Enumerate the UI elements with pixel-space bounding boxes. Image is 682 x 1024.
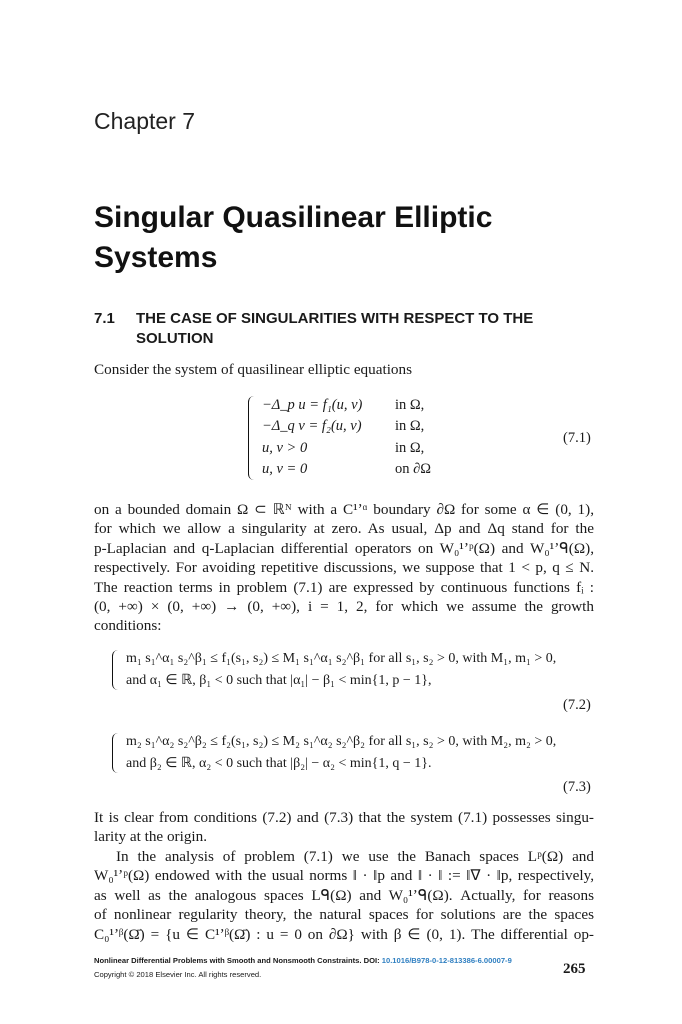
system-row-domain: in Ω,: [395, 440, 425, 456]
text-line: Consider the system of quasilinear elliptic equations: [94, 361, 413, 378]
text-line: (0, +∞) × (0, +∞) → (0, +∞), i = 1, 2, for which we assume the growth: [94, 598, 594, 616]
system-row-domain: in Ω,: [395, 397, 425, 413]
footer-citation: [94, 956, 512, 965]
chapter-title: Singular Quasilinear Elliptic Systems: [94, 201, 493, 274]
equation-number: (7.1): [563, 430, 591, 446]
condition-row: m₂ s₁^α₂ s₂^β₂ ≤ f₂(s₁, s₂) ≤ M₂ s₁^α₂ s₂^β₂ for all s₁, s₂ > 0, with M₂, m₂ > 0,: [126, 734, 557, 749]
section-number: 7.1: [94, 310, 115, 327]
text-line: respectively. For avoiding repetitive discussions, we suppose that 1 < p, q ≤ N.: [94, 559, 594, 577]
text-line: of nonlinear regularity theory, the natural spaces for solutions are the spaces: [94, 906, 594, 924]
text-line: as well as the analogous spaces Lᑫ(Ω) and W₀¹ʼᑫ(Ω). Actually, for reasons: [94, 886, 594, 904]
intro-paragraph: [94, 360, 594, 379]
system-row-eq: u, v = 0: [262, 461, 308, 477]
condition-row: and β₂ ∈ ℝ, α₂ < 0 such that |β₂| − α₂ < min{1, q − 1}.: [126, 756, 432, 771]
left-brace: [112, 650, 119, 690]
section-heading: [94, 309, 594, 349]
paragraph-singularity: [94, 808, 594, 847]
system-row-eq: u, v > 0: [262, 440, 308, 456]
page-number: 265: [563, 961, 586, 977]
left-brace: [112, 733, 119, 773]
condition-row: m₁ s₁^α₁ s₂^β₁ ≤ f₁(s₁, s₂) ≤ M₁ s₁^α₁ s₂^β₁ for all s₁, s₂ > 0, with M₁, m₁ > 0,: [126, 651, 557, 666]
text-line: W₀¹ʼᵖ(Ω) endowed with the usual norms ‖ · ‖p and ‖ · ‖ := ‖∇ · ‖p, respectively,: [94, 867, 594, 885]
text-line: larity at the origin.: [94, 828, 208, 846]
text-line: The reaction terms in problem (7.1) are expressed by continuous functions fᵢ :: [94, 578, 594, 596]
paragraph-spaces: [94, 847, 594, 944]
chapter-label: Chapter 7: [94, 108, 196, 134]
text-line: It is clear from conditions (7.2) and (7.3) that the system (7.1) possesses singu-: [94, 809, 594, 826]
text-line: on a bounded domain Ω ⊂ ℝᴺ with a C¹ʼᵅ boundary ∂Ω for some α ∈ (0, 1),: [94, 501, 594, 518]
doi-link[interactable]: 10.1016/B978-0-12-813386-6.00007-9: [381, 956, 512, 965]
paragraph-domain: [94, 500, 594, 636]
system-row-eq: −Δ_p u = f₁(u, v): [262, 397, 363, 413]
footer-copyright: Copyright © 2018 Elsevier Inc. All rights reserved.: [94, 970, 262, 979]
system-row-eq: −Δ_q v = f₂(u, v): [262, 418, 362, 434]
system-row-domain: in Ω,: [395, 418, 425, 434]
left-brace: [248, 396, 255, 480]
equation-number: (7.3): [563, 779, 591, 795]
system-row-domain: on ∂Ω: [395, 461, 432, 477]
text-line: for which we allow a singularity at zero. As usual, Δp and Δq stand for the: [94, 520, 594, 538]
text-line: conditions:: [94, 617, 162, 635]
text-line: p-Laplacian and q-Laplacian differential operators on W₀¹ʼᵖ(Ω) and W₀¹ʼᑫ(Ω),: [94, 539, 594, 557]
condition-row: and α₁ ∈ ℝ, β₁ < 0 such that |α₁| − β₁ < min{1, p − 1},: [126, 673, 432, 688]
text-line: C₀¹ʼᵝ(Ω̄) = {u ∈ C¹ʼᵝ(Ω̄) : u = 0 on ∂Ω} with β ∈ (0, 1). The differential op-: [94, 925, 594, 943]
footer-book-title: Nonlinear Differential Problems with Smooth and Nonsmooth Constraints. DOI:: [94, 956, 382, 965]
section-title: THE CASE OF SINGULARITIES WITH RESPECT TO THE SOLUTION: [136, 310, 534, 347]
equation-number: (7.2): [563, 697, 591, 713]
text-line: In the analysis of problem (7.1) we use the Banach spaces Lᵖ(Ω) and: [116, 848, 594, 865]
